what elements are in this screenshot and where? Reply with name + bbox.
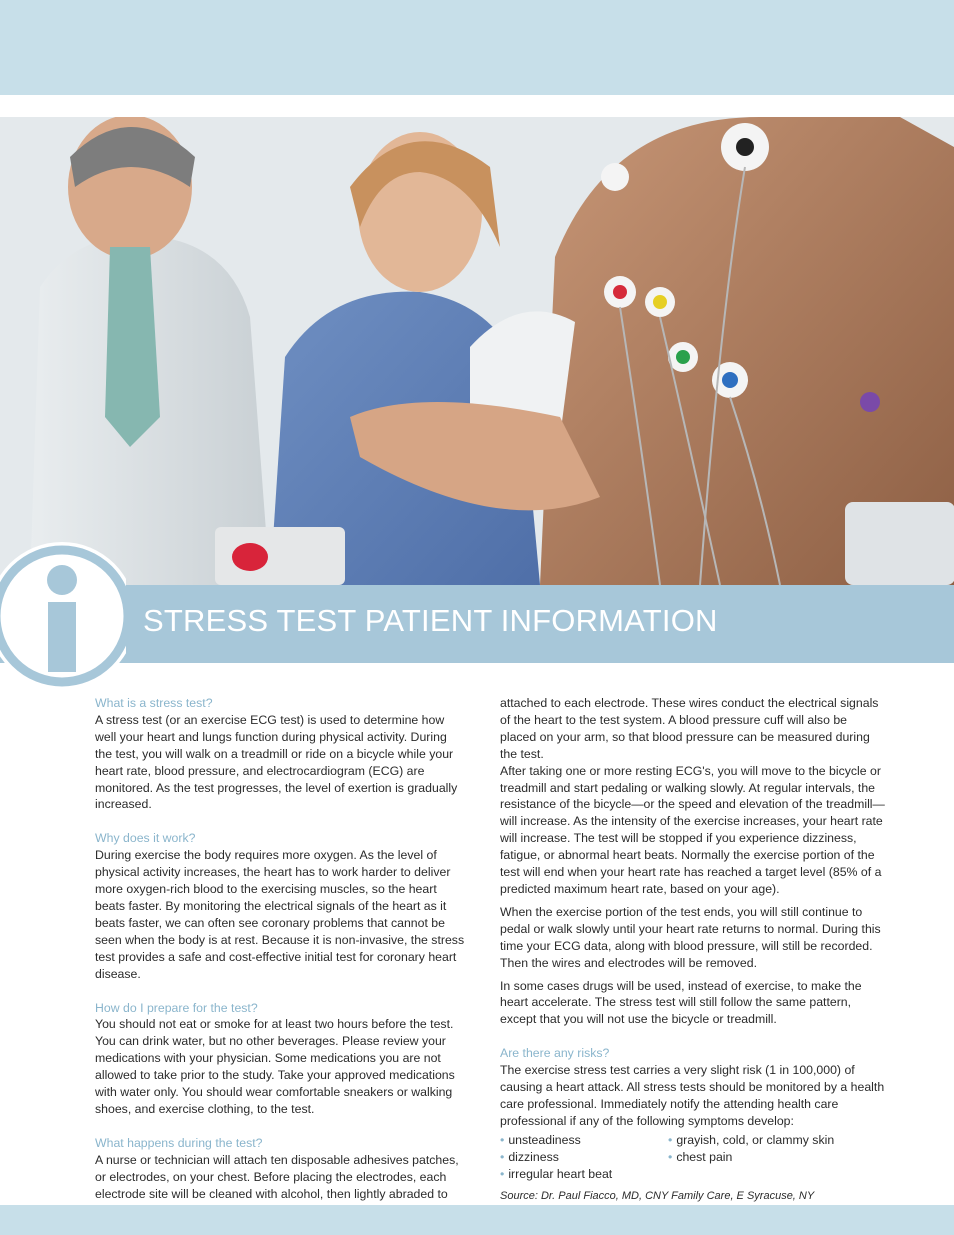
section-body: After taking one or more resting ECG's, you will move to the bicycle or treadmill and start pedaling or walking slowly. At regular intervals, the resistance of the bicycle—or the speed and elevation of the treadmill—will increase. As the intensity of the exercise increases, your heart rate will increase. The test will be stopped if you experience dizziness, fatigue, or abnormal heart beats. Normally the exercise portion of the test will end when your heart rate has reached a target level (85% of a predicted maximum heart rate, based on your age). bbox=[500, 763, 885, 896]
section-heading: How do I prepare for the test? bbox=[95, 1000, 258, 1015]
section-heading: What is a stress test? bbox=[95, 696, 213, 710]
top-white-rule bbox=[0, 95, 954, 117]
right-column bbox=[500, 695, 886, 1205]
bullet-icon: • bbox=[500, 1132, 505, 1147]
section-body: During exercise the body requires more oxygen. As the level of physical activity increases, the heart has to work harder to deliver more oxygen-rich blood to the exercising muscles, so the heart beats faster. By monitoring the electrical signals of the heart as it beats faster, we can often see coronary problems that cannot be seen when the body is at rest. Because it is non-invasive, the stress test provides a safe and cost-effective initial test for coronary heart disease. bbox=[95, 848, 465, 981]
symptom-label: unsteadiness bbox=[508, 1132, 581, 1147]
list-item bbox=[500, 1149, 668, 1166]
section-body: When the exercise portion of the test ends, you will still continue to pedal or walk slowly until your heart rate returns to normal. During this time your ECG data, along with blood pressure, will still be recorded. Then the wires and electrodes will be removed. bbox=[500, 904, 881, 970]
symptom-list bbox=[500, 1132, 886, 1183]
list-item bbox=[668, 1132, 878, 1149]
page-title: STRESS TEST PATIENT INFORMATION bbox=[143, 603, 718, 638]
section-body: In some cases drugs will be used, instead of exercise, to make the heart accelerate. The stress test will still follow the same pattern, except that you will not use the bicycle or treadmill. bbox=[500, 978, 862, 1027]
source-citation: Source: Dr. Paul Fiacco, MD, CNY Family Care, E Syracuse, NY bbox=[500, 1190, 815, 1203]
symptom-label: grayish, cold, or clammy skin bbox=[676, 1132, 835, 1147]
section-body: A nurse or technician will attach ten disposable adhesives patches, or electrodes, on your chest. Before placing the electrodes, each electrode site will be cleaned with alcohol, then lightly abraded to bbox=[95, 1152, 459, 1201]
left-column bbox=[95, 695, 467, 1235]
bullet-icon: • bbox=[668, 1132, 673, 1147]
symptom-label: chest pain bbox=[676, 1149, 733, 1164]
list-item bbox=[500, 1132, 668, 1149]
section-body: A stress test (or an exercise ECG test) is used to determine how well your heart and lungs function during physical activity. During the test, you will walk on a treadmill or ride on a bicycle while your heart rate, blood pressure, and electrocardiogram (ECG) are monitored. As the test progresses, the level of exertion is gradually increased. bbox=[95, 712, 458, 812]
list-item bbox=[668, 1149, 878, 1166]
bottom-color-band bbox=[0, 1205, 954, 1235]
continued-body: attached to each electrode. These wires conduct the electrical signals of the heart to the test system. A blood pressure cuff will also be placed on your arm, so that blood pressure can be measured during the test. bbox=[500, 696, 879, 761]
symptom-label: dizziness bbox=[508, 1149, 559, 1164]
hero-photo bbox=[0, 117, 954, 585]
list-item bbox=[500, 1166, 668, 1183]
section-heading: Are there any risks? bbox=[500, 1046, 610, 1061]
symptom-label: irregular heart beat bbox=[508, 1166, 613, 1181]
bullet-icon: • bbox=[668, 1149, 673, 1164]
section-heading: Why does it work? bbox=[95, 831, 196, 846]
section-heading: What happens during the test? bbox=[95, 1135, 263, 1150]
info-icon bbox=[0, 542, 126, 694]
section-body: You should not eat or smoke for at least two hours before the test. You can drink water, but no other beverages. Please review your medications with your physician. Some medications you are not allowed to take prior to the study. Take your approved medications with water only. You should wear comfortable sneakers or walking shoes, and exercise clothing, to the test. bbox=[95, 1017, 455, 1116]
hero-photo-illustration bbox=[0, 117, 954, 585]
section-body: The exercise stress test carries a very slight risk (1 in 100,000) of causing a heart attack. All stress tests should be monitored by a health care professional. Immediately notify the attending health care professional if any of the following symptoms develop: bbox=[500, 1063, 885, 1128]
bullet-icon: • bbox=[500, 1149, 505, 1164]
bullet-icon: • bbox=[500, 1166, 505, 1181]
top-color-band bbox=[0, 0, 954, 95]
